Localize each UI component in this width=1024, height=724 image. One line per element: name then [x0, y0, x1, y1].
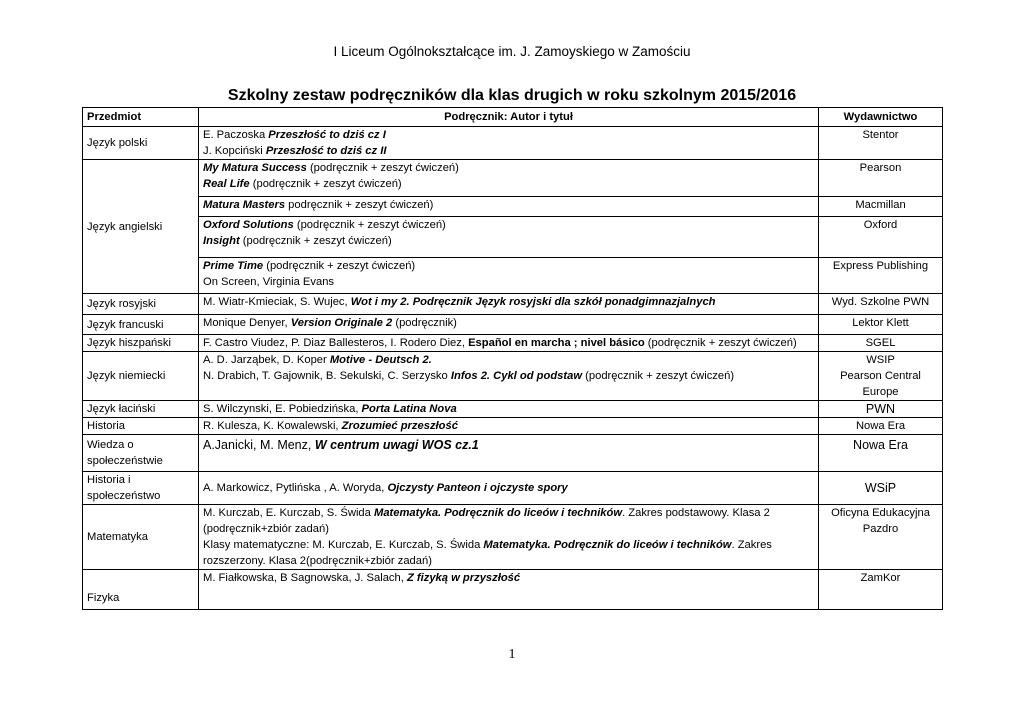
table-header-row	[83, 108, 943, 127]
table-row	[83, 435, 943, 472]
table-row	[83, 418, 943, 435]
table-row	[83, 127, 943, 160]
book-cell: E. Paczoska Przeszłość to dziś cz I J. Kopciński Przeszłość to dziś cz II	[199, 127, 819, 160]
subject-cell: Język łaciński	[83, 401, 199, 418]
book-cell: M. Wiatr-Kmieciak, S. Wujec, Wot i my 2. Podręcznik Język rosyjski dla szkół ponadgimnazjalnych	[199, 294, 819, 315]
book-cell: Matura Masters podręcznik + zeszyt ćwiczeń)	[199, 197, 819, 217]
publisher-cell: WSiP	[819, 472, 943, 505]
column-header-book: Podręcznik: Autor i tytuł	[199, 108, 819, 127]
column-header-subject: Przedmiot	[83, 108, 199, 127]
publisher-cell: Oxford	[819, 217, 943, 258]
table-row	[83, 401, 943, 418]
publisher-cell: Nowa Era	[819, 435, 943, 472]
school-header: I Liceum Ogólnokształcące im. J. Zamoyskiego w Zamościu	[333, 44, 691, 59]
table-row	[83, 258, 943, 294]
subject-cell: Język francuski	[83, 315, 199, 335]
subject-cell: Język hiszpański	[83, 335, 199, 352]
book-cell: My Matura Success (podręcznik + zeszyt ćwiczeń) Real Life (podręcznik + zeszyt ćwiczeń)	[199, 160, 819, 197]
subject-cell: Język polski	[83, 127, 199, 160]
table-row	[83, 352, 943, 401]
column-header-publisher: Wydawnictwo	[819, 108, 943, 127]
publisher-cell: Wyd. Szkolne PWN	[819, 294, 943, 315]
book-cell: M. Kurczab, E. Kurczab, S. Świda Matematyka. Podręcznik do liceów i techników. Zakres podstawowy. Klasa 2 (podręcznik+zbiór zadań) Klasy matematyczne: M. Kurczab, E. Kurczab, S. Świda Matematyka. Podręcznik do liceów i techników. Zakres rozszerzony. Klasa 2(podręcznik+zbiór zadań)	[199, 505, 819, 570]
publisher-cell: Nowa Era	[819, 418, 943, 435]
book-cell: A. Markowicz, Pytlińska , A. Woryda, Ojczysty Panteon i ojczyste spory	[199, 472, 819, 505]
publisher-cell: Pearson	[819, 160, 943, 197]
subject-cell: Matematyka	[83, 505, 199, 570]
book-cell: A. D. Jarząbek, D. Koper Motive - Deutsch 2. N. Drabich, T. Gajownik, B. Sekulski, C. Serzysko Infos 2. Cykl od podstaw (podręcznik + zeszyt ćwiczeń)	[199, 352, 819, 401]
subject-cell: Historia	[83, 418, 199, 435]
table-row	[83, 315, 943, 335]
publisher-cell: ZamKor	[819, 570, 943, 610]
book-cell: M. Fiałkowska, B Sagnowska, J. Salach, Z fizyką w przyszłość	[199, 570, 819, 610]
subject-cell: Fizyka	[83, 570, 199, 610]
table-row	[83, 505, 943, 570]
subject-cell: Język niemiecki	[83, 352, 199, 401]
publisher-cell: Stentor	[819, 127, 943, 160]
table-row	[83, 335, 943, 352]
publisher-cell: Express Publishing	[819, 258, 943, 294]
page-number: 1	[508, 647, 516, 662]
table-row	[83, 160, 943, 197]
publisher-cell: SGEL	[819, 335, 943, 352]
table-row	[83, 472, 943, 505]
book-cell: Prime Time (podręcznik + zeszyt ćwiczeń) On Screen, Virginia Evans	[199, 258, 819, 294]
textbook-table	[82, 107, 943, 610]
subject-cell: Język rosyjski	[83, 294, 199, 315]
book-cell: R. Kulesza, K. Kowalewski, Zrozumieć przeszłość	[199, 418, 819, 435]
publisher-cell: Macmillan	[819, 197, 943, 217]
book-cell: S. Wilczynski, E. Pobiedzińska, Porta Latina Nova	[199, 401, 819, 418]
subject-cell: Język angielski	[83, 160, 199, 294]
publisher-cell: Oficyna Edukacyjna Pazdro	[819, 505, 943, 570]
publisher-cell: WSIP Pearson Central Europe	[819, 352, 943, 401]
subject-cell: Wiedza o społeczeństwie	[83, 435, 199, 472]
table-row	[83, 217, 943, 258]
page-title: Szkolny zestaw podręczników dla klas drugich w roku szkolnym 2015/2016	[227, 87, 797, 104]
subject-cell: Historia i społeczeństwo	[83, 472, 199, 505]
book-cell: Oxford Solutions (podręcznik + zeszyt ćwiczeń) Insight (podręcznik + zeszyt ćwiczeń)	[199, 217, 819, 258]
book-cell: F. Castro Viudez, P. Diaz Ballesteros, I. Rodero Diez, Español en marcha ; nivel básico (podręcznik + zeszyt ćwiczeń)	[199, 335, 819, 352]
table-row	[83, 294, 943, 315]
book-cell: A.Janicki, M. Menz, W centrum uwagi WOS cz.1	[199, 435, 819, 472]
book-cell: Monique Denyer, Version Originale 2 (podręcznik)	[199, 315, 819, 335]
table-row	[83, 197, 943, 217]
publisher-cell: Lektor Klett	[819, 315, 943, 335]
table-row	[83, 570, 943, 610]
publisher-cell: PWN	[819, 401, 943, 418]
